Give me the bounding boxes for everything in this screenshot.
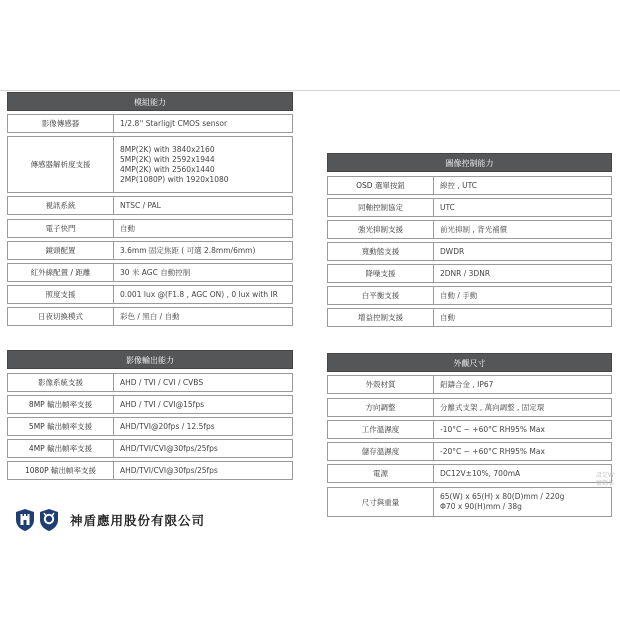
module-spec-row bbox=[7, 307, 293, 326]
spec-label: 影像傳感器 bbox=[8, 115, 114, 132]
spec-value: DWDR bbox=[440, 246, 465, 256]
company-logo bbox=[14, 508, 205, 532]
video-output-header: 影像輸出能力 bbox=[7, 350, 293, 369]
shield-tower-icon bbox=[14, 508, 36, 532]
spec-value: AHD/TVI/CVI@30fps/25fps bbox=[120, 465, 218, 475]
spec-value: 1/2.8'' Starligjt CMOS sensor bbox=[120, 118, 228, 128]
spec-label: 同軸控制協定 bbox=[328, 199, 434, 216]
spec-value: 3.6mm 固定焦距 ( 可選 2.8mm/6mm) bbox=[120, 245, 256, 255]
spec-value: AHD / TVI / CVI / CVBS bbox=[120, 377, 204, 387]
spec-value: DC12V±10%, 700mA bbox=[440, 468, 521, 478]
spec-value: NTSC / PAL bbox=[120, 200, 161, 210]
spec-label: 電源 bbox=[328, 465, 434, 482]
spec-label: 傳感器解析度支援 bbox=[8, 137, 114, 192]
spec-label: 降噪支援 bbox=[328, 265, 434, 282]
company-name: 神盾應用股份有限公司 bbox=[70, 513, 206, 528]
spec-value: 線控 , UTC bbox=[440, 180, 478, 190]
spec-value: -10°C ~ +60°C RH95% Max bbox=[440, 424, 545, 434]
image-control-spec-row bbox=[327, 308, 612, 327]
image-control-spec-row bbox=[327, 286, 612, 305]
spec-value: 自動 bbox=[440, 312, 455, 322]
spec-value: 自動 / 手動 bbox=[440, 290, 478, 300]
watermark bbox=[596, 472, 614, 488]
image-control-panel bbox=[327, 153, 612, 333]
spec-value: 自動 bbox=[120, 223, 135, 233]
spec-value: 分離式支架 , 萬向調整 , 固定環 bbox=[440, 402, 545, 412]
video-output-spec-row bbox=[7, 373, 293, 392]
image-control-spec-row bbox=[327, 198, 612, 217]
watermark-line: 號碼名 bbox=[596, 480, 615, 487]
module-spec-row bbox=[7, 196, 293, 215]
spec-value: UTC bbox=[440, 202, 455, 212]
spec-label: 1080P 輸出幀率支援 bbox=[8, 462, 114, 479]
module-spec-row bbox=[7, 219, 293, 238]
spec-value: 彩色 / 黑白 / 自動 bbox=[120, 311, 180, 321]
spec-value bbox=[114, 137, 292, 192]
top-divider bbox=[0, 90, 620, 91]
video-output-spec-row bbox=[7, 439, 293, 458]
spec-value-line: 5MP(2K) with 2592x1944 bbox=[120, 154, 215, 164]
image-control-header: 圖像控制能力 bbox=[327, 153, 612, 172]
spec-label: 外殼材質 bbox=[328, 376, 434, 393]
appearance-spec-row bbox=[327, 464, 612, 483]
module-capability-header: 模組能力 bbox=[7, 92, 293, 111]
spec-label: 8MP 輸出幀率支援 bbox=[8, 396, 114, 413]
appearance-spec-row bbox=[327, 375, 612, 394]
spec-value-line: 4MP(2K) with 2560x1440 bbox=[120, 164, 215, 174]
spec-value: AHD/TVI@20fps / 12.5fps bbox=[120, 421, 215, 431]
spec-label: 強光抑制支援 bbox=[328, 221, 434, 238]
appearance-spec-row bbox=[327, 487, 612, 517]
video-output-panel bbox=[7, 350, 293, 488]
spec-value: -20°C ~ +60°C RH95% Max bbox=[440, 446, 545, 456]
spec-label: 工作溫濕度 bbox=[328, 421, 434, 438]
spec-label: 照度支援 bbox=[8, 286, 114, 303]
image-control-spec-row bbox=[327, 176, 612, 195]
spec-label: 寬動態支援 bbox=[328, 243, 434, 260]
video-output-spec-row bbox=[7, 395, 293, 414]
spec-label: 電子快門 bbox=[8, 220, 114, 237]
shield-lion-icon bbox=[38, 508, 60, 532]
module-capability-panel bbox=[7, 92, 293, 330]
spec-value-line: 8MP(2K) with 3840x2160 bbox=[120, 144, 215, 154]
spec-value-line: 65(W) x 65(H) x 80(D)mm / 220g bbox=[440, 492, 565, 501]
spec-value: 0.001 lux @(F1.8 , AGC ON) , 0 lux with IR bbox=[120, 289, 278, 299]
image-control-spec-row bbox=[327, 264, 612, 283]
image-control-spec-row bbox=[327, 242, 612, 261]
spec-value: AHD / TVI / CVI@15fps bbox=[120, 399, 204, 409]
module-spec-row bbox=[7, 136, 293, 193]
spec-label: 紅外線配置 / 距離 bbox=[8, 264, 114, 281]
spec-value: 2DNR / 3DNR bbox=[440, 268, 491, 278]
spec-label: 日夜切換模式 bbox=[8, 308, 114, 325]
appearance-panel bbox=[327, 353, 615, 519]
spec-label: 視訊系統 bbox=[8, 197, 114, 214]
appearance-spec-row bbox=[327, 442, 612, 461]
appearance-spec-row bbox=[327, 420, 612, 439]
spec-label: 尺寸與重量 bbox=[328, 488, 434, 516]
spec-label: 白平衡支援 bbox=[328, 287, 434, 304]
module-spec-row bbox=[7, 263, 293, 282]
module-spec-row bbox=[7, 241, 293, 260]
video-output-spec-row bbox=[7, 461, 293, 480]
spec-value: 30 米 AGC 自動控制 bbox=[120, 267, 191, 277]
image-control-spec-row bbox=[327, 220, 612, 239]
spec-label: 4MP 輸出幀率支援 bbox=[8, 440, 114, 457]
spec-value-line: 2MP(1080P) with 1920x1080 bbox=[120, 174, 229, 184]
spec-label: 方向調整 bbox=[328, 399, 434, 416]
module-spec-row bbox=[7, 285, 293, 304]
module-spec-row bbox=[7, 114, 293, 133]
spec-value: 前光抑制 , 背光補償 bbox=[440, 224, 508, 234]
spec-label: 5MP 輸出幀率支援 bbox=[8, 418, 114, 435]
spec-value bbox=[434, 488, 611, 516]
spec-value: 鋁鑄合金 , IP67 bbox=[440, 379, 494, 389]
video-output-spec-row bbox=[7, 417, 293, 436]
spec-label: 鏡頭配置 bbox=[8, 242, 114, 259]
spec-value: AHD/TVI/CVI@30fps/25fps bbox=[120, 443, 218, 453]
watermark-line: 設定W bbox=[596, 472, 614, 479]
spec-label: 儲存溫濕度 bbox=[328, 443, 434, 460]
spec-label: OSD 選單按鈕 bbox=[328, 177, 434, 194]
appearance-spec-row bbox=[327, 398, 612, 417]
appearance-header: 外觀尺寸 bbox=[327, 353, 612, 372]
spec-label: 增益控制支援 bbox=[328, 309, 434, 326]
spec-label: 影像系統支援 bbox=[8, 374, 114, 391]
spec-value-line: Φ70 x 90(H)mm / 38g bbox=[440, 502, 522, 511]
